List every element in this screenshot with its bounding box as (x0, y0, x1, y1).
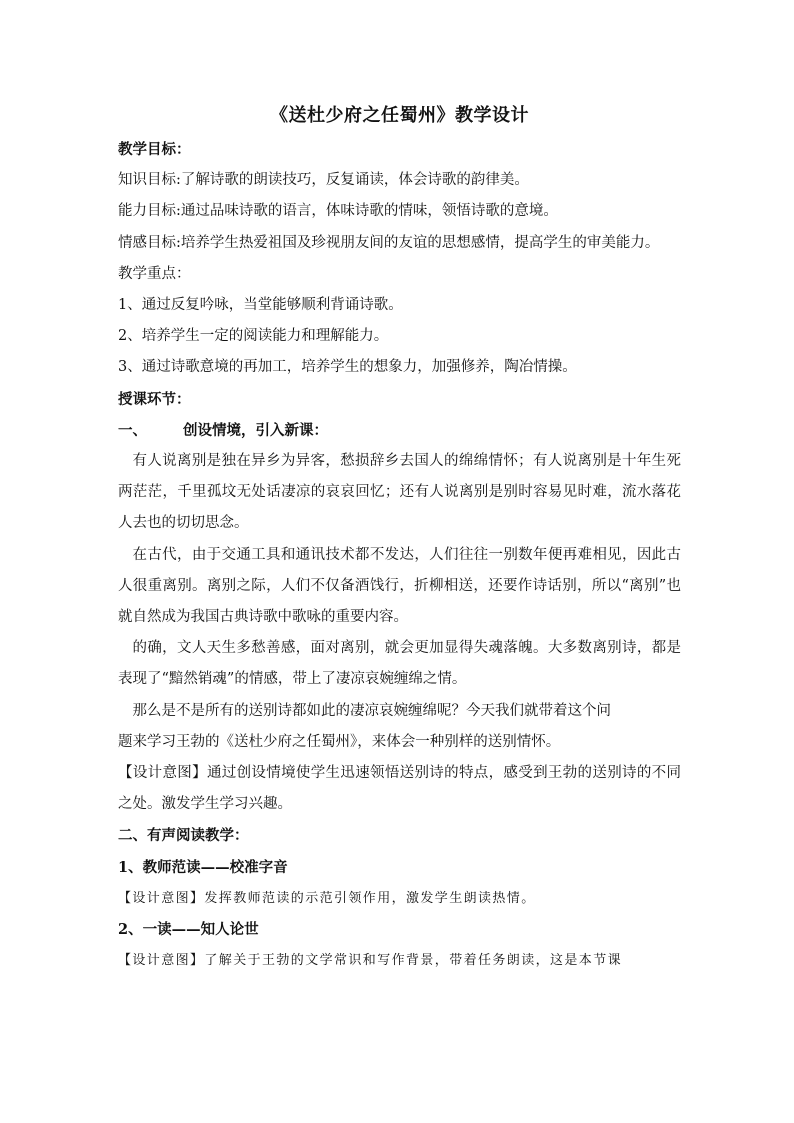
section1-title: 创设情境，引入新课： (183, 421, 328, 439)
goals-heading: 教学目标： (118, 141, 191, 158)
key-point-item: 3、通过诗歌意境的再加工，培养学生的想象力，加强修养，陶冶情操。 (118, 359, 577, 376)
section2-heading: 二、有声阅读教学： (118, 827, 249, 845)
subsection-heading: 2、一读——知人论世 (118, 921, 259, 939)
key-point-item: 2、培养学生一定的阅读能力和理解能力。 (118, 328, 389, 345)
section1-paragraph: 在古代，由于交通工具和通讯技术都不发达，人们往往一别数年便再难相见，因此古人很重离别。离别之际，人们不仅备酒饯行，折柳相送，还要作诗话别，所以“离别”也就自然成为我国古典诗歌中歌咏的重要内容。 (118, 546, 681, 626)
section1-paragraph-line: 那么是不是所有的送别诗都如此的凄凉哀婉缠绵呢？今天我们就带着这个问 (132, 702, 611, 719)
key-point-item: 1、通过反复吟咏，当堂能够顺利背诵诗歌。 (118, 297, 403, 314)
document-title: 《送杜少府之任蜀州》教学设计 (270, 105, 529, 126)
section1-paragraph-line: 题来学习王勃的《送杜少府之任蜀州》，来体会一种别样的送别情怀。 (118, 733, 561, 750)
section1-number: 一、 (118, 421, 147, 439)
section1-paragraph: 有人说离别是独在异乡为异客，愁损辞乡去国人的绵绵情怀；有人说离别是十年生死两茫茫，千里孤坟无处话凄凉的哀哀回忆；还有人说离别是别时容易见时难，流水落花人去也的切切思念。 (118, 453, 681, 532)
section1-heading (118, 415, 681, 446)
steps-heading: 授课环节： (118, 390, 191, 408)
key-points-heading: 教学重点： (118, 265, 191, 282)
goal-emotion: 情感目标:培养学生热爱祖国及珍视朋友间的友谊的思想感情，提高学生的审美能力。 (118, 234, 660, 251)
design-intent: 【设计意图】发挥教师范读的示范引领作用，激发学生朗读热情。 (118, 890, 536, 906)
section1-paragraph: 的确，文人天生多愁善感，面对离别，就会更加显得失魂落魄。大多数离别诗，都是表现了“黯然销魂”的情感，带上了凄凉哀婉缠绵之情。 (118, 640, 681, 688)
design-intent: 【设计意图】通过创设情境使学生迅速领悟送别诗的特点，感受到王勃的送别诗的不同之处。激发学生学习兴趣。 (118, 765, 681, 813)
goal-knowledge: 知识目标:了解诗歌的朗读技巧，反复诵读，体会诗歌的韵律美。 (118, 172, 529, 189)
goal-ability: 能力目标:通过品味诗歌的语言，体味诗歌的情味，领悟诗歌的意境。 (118, 203, 558, 220)
document-body (118, 100, 681, 976)
subsection-heading: 1、教师范读——校准字音 (118, 858, 288, 876)
design-intent: 【设计意图】了解关于王勃的文学常识和写作背景，带着任务朗读，这是本节课 (118, 953, 623, 969)
